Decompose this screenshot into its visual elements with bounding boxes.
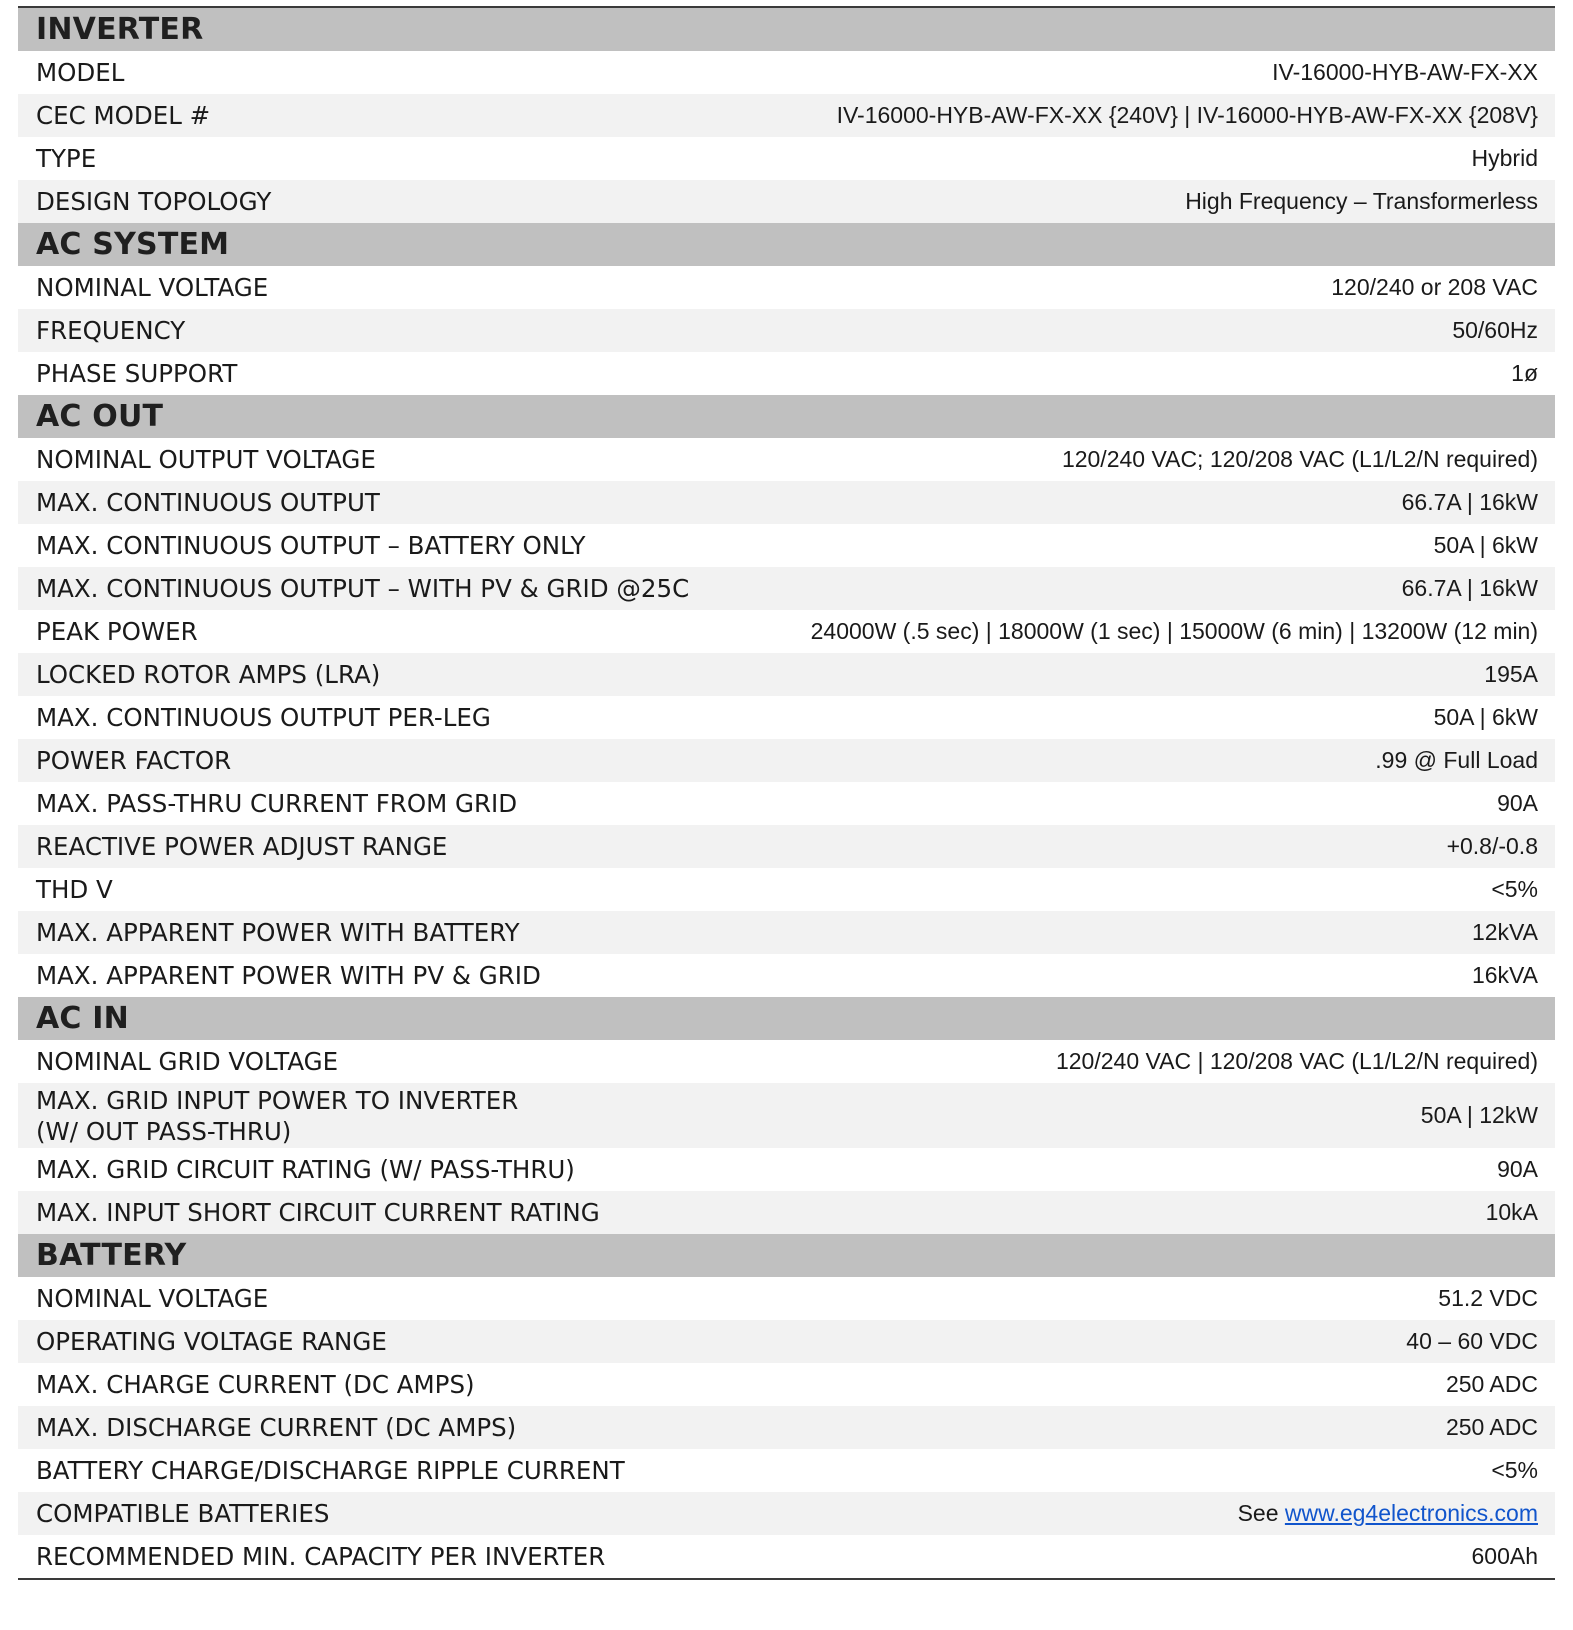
- spec-value: .99 @ Full Load: [1375, 747, 1538, 773]
- spec-label: MAX. DISCHARGE CURRENT (DC AMPS): [36, 1413, 517, 1442]
- spec-value: 195A: [1484, 661, 1538, 687]
- spec-row: [18, 94, 1555, 137]
- spec-row: [18, 1040, 1555, 1083]
- spec-row: [18, 1406, 1555, 1449]
- spec-value: IV-16000-HYB-AW-FX-XX {240V} | IV-16000-HYB-AW-FX-XX {208V}: [836, 102, 1538, 128]
- spec-value: 250 ADC: [1445, 1414, 1538, 1440]
- spec-row: [18, 567, 1555, 610]
- eg4-website-link[interactable]: www.eg4electronics.com: [1284, 1500, 1538, 1526]
- spec-value: 120/240 VAC | 120/208 VAC (L1/L2/N required): [1055, 1048, 1538, 1074]
- spec-label: MAX. APPARENT POWER WITH PV & GRID: [36, 961, 541, 990]
- value-prefix: See: [1237, 1500, 1285, 1526]
- spec-value: 250 ADC: [1445, 1371, 1538, 1397]
- spec-label: PEAK POWER: [36, 617, 198, 646]
- spec-value: 66.7A | 16kW: [1401, 489, 1538, 515]
- spec-label: TYPE: [36, 144, 97, 173]
- spec-row: [18, 51, 1555, 94]
- section-header-battery: BATTERY: [18, 1234, 1555, 1277]
- spec-value: 66.7A | 16kW: [1401, 575, 1538, 601]
- section-header-ac-in: AC IN: [18, 997, 1555, 1040]
- spec-value: 10kA: [1485, 1199, 1538, 1225]
- spec-value: +0.8/-0.8: [1446, 833, 1538, 859]
- spec-value: IV-16000-HYB-AW-FX-XX: [1272, 59, 1538, 85]
- spec-value: 600Ah: [1471, 1543, 1538, 1569]
- spec-value: 51.2 VDC: [1438, 1285, 1538, 1311]
- spec-label: NOMINAL OUTPUT VOLTAGE: [36, 445, 376, 474]
- spec-row: [18, 610, 1555, 653]
- spec-row: [18, 438, 1555, 481]
- spec-row: [18, 1083, 1555, 1148]
- spec-value: [1238, 1500, 1538, 1527]
- spec-row: [18, 137, 1555, 180]
- spec-value: 1ø: [1511, 360, 1538, 386]
- spec-label: MAX. CONTINUOUS OUTPUT PER-LEG: [36, 703, 491, 732]
- spec-label: REACTIVE POWER ADJUST RANGE: [36, 832, 448, 861]
- spec-row: [18, 782, 1555, 825]
- spec-row: [18, 739, 1555, 782]
- spec-label: MAX. CONTINUOUS OUTPUT: [36, 488, 380, 517]
- spec-label: LOCKED ROTOR AMPS (LRA): [36, 660, 381, 689]
- spec-row: [18, 1191, 1555, 1234]
- spec-row: [18, 1277, 1555, 1320]
- spec-row: [18, 1320, 1555, 1363]
- spec-row: [18, 954, 1555, 997]
- spec-row: [18, 1363, 1555, 1406]
- spec-table: [18, 6, 1555, 1580]
- section-header-inverter: INVERTER: [18, 8, 1555, 51]
- spec-row: [18, 481, 1555, 524]
- spec-row: [18, 524, 1555, 567]
- spec-label: NOMINAL VOLTAGE: [36, 1284, 269, 1313]
- section-header-ac-system: AC SYSTEM: [18, 223, 1555, 266]
- spec-label: CEC MODEL #: [36, 101, 211, 130]
- spec-label: DESIGN TOPOLOGY: [36, 187, 272, 216]
- spec-label: MAX. GRID INPUT POWER TO INVERTER (W/ OUT PASS-THRU): [36, 1085, 519, 1146]
- spec-label: FREQUENCY: [36, 316, 186, 345]
- spec-row: [18, 1449, 1555, 1492]
- spec-row: [18, 180, 1555, 223]
- spec-value: 50A | 6kW: [1433, 704, 1538, 730]
- spec-label: NOMINAL GRID VOLTAGE: [36, 1047, 339, 1076]
- section-header-ac-out: AC OUT: [18, 395, 1555, 438]
- spec-label: PHASE SUPPORT: [36, 359, 238, 388]
- spec-row: [18, 1148, 1555, 1191]
- spec-value: 50/60Hz: [1452, 317, 1538, 343]
- spec-value: 90A: [1497, 1156, 1538, 1182]
- spec-row: [18, 1535, 1555, 1578]
- spec-row: [18, 868, 1555, 911]
- spec-label: MAX. APPARENT POWER WITH BATTERY: [36, 918, 520, 947]
- spec-value: 90A: [1497, 790, 1538, 816]
- spec-row: [18, 352, 1555, 395]
- spec-label: MODEL: [36, 58, 125, 87]
- spec-value: 24000W (.5 sec) | 18000W (1 sec) | 15000W (6 min) | 13200W (12 min): [810, 618, 1538, 644]
- spec-value: 50A | 6kW: [1433, 532, 1538, 558]
- spec-value: 12kVA: [1471, 919, 1538, 945]
- spec-value: 120/240 or 208 VAC: [1331, 274, 1538, 300]
- spec-row: [18, 825, 1555, 868]
- spec-value: High Frequency – Transformerless: [1185, 188, 1538, 214]
- spec-label: MAX. CHARGE CURRENT (DC AMPS): [36, 1370, 475, 1399]
- spec-label: COMPATIBLE BATTERIES: [36, 1499, 330, 1528]
- spec-label: THD V: [36, 875, 113, 904]
- spec-value: 120/240 VAC; 120/208 VAC (L1/L2/N required): [1061, 446, 1538, 472]
- spec-label: MAX. CONTINUOUS OUTPUT – BATTERY ONLY: [36, 531, 586, 560]
- spec-row: [18, 911, 1555, 954]
- spec-label: MAX. PASS-THRU CURRENT FROM GRID: [36, 789, 518, 818]
- spec-value: <5%: [1491, 1457, 1538, 1483]
- spec-label: NOMINAL VOLTAGE: [36, 273, 269, 302]
- spec-value: <5%: [1491, 876, 1538, 902]
- spec-row: [18, 653, 1555, 696]
- spec-row: [18, 696, 1555, 739]
- spec-row: [18, 266, 1555, 309]
- spec-label: POWER FACTOR: [36, 746, 232, 775]
- spec-label: BATTERY CHARGE/DISCHARGE RIPPLE CURRENT: [36, 1456, 625, 1485]
- spec-label: MAX. CONTINUOUS OUTPUT – WITH PV & GRID @25C: [36, 574, 690, 603]
- spec-row: [18, 1492, 1555, 1535]
- spec-label: OPERATING VOLTAGE RANGE: [36, 1327, 387, 1356]
- spec-value: 16kVA: [1471, 962, 1538, 988]
- spec-row: [18, 309, 1555, 352]
- spec-label: MAX. GRID CIRCUIT RATING (W/ PASS-THRU): [36, 1155, 575, 1184]
- spec-label: RECOMMENDED MIN. CAPACITY PER INVERTER: [36, 1542, 606, 1571]
- spec-value: 50A | 12kW: [1420, 1102, 1538, 1128]
- spec-value: 40 – 60 VDC: [1406, 1328, 1538, 1354]
- spec-label: MAX. INPUT SHORT CIRCUIT CURRENT RATING: [36, 1198, 600, 1227]
- spec-value: Hybrid: [1471, 145, 1538, 171]
